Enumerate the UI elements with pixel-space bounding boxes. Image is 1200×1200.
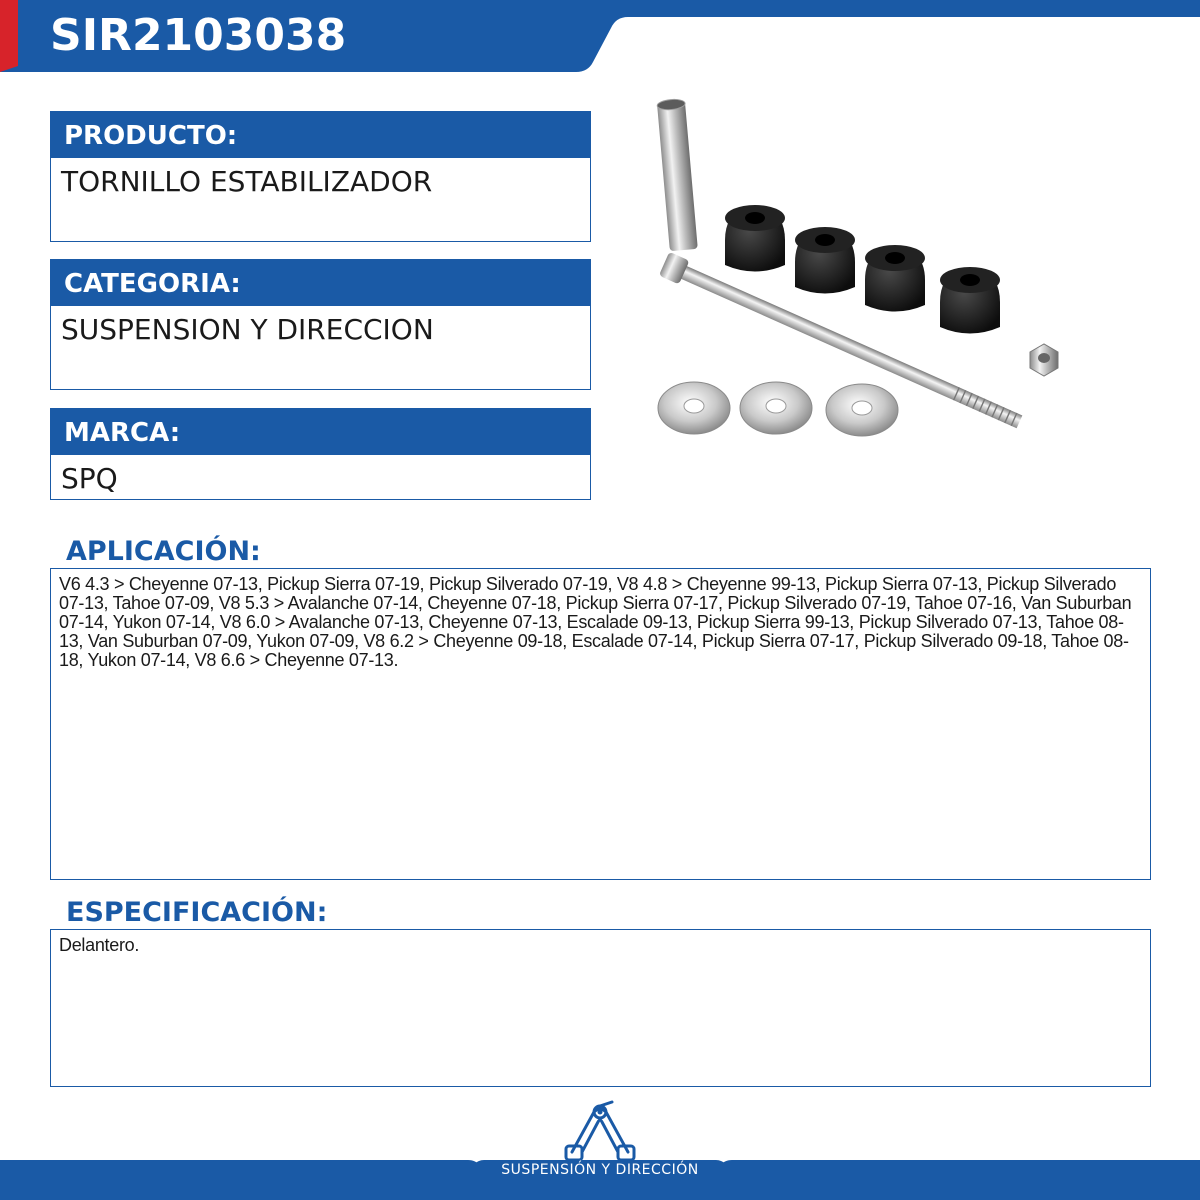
producto-value: TORNILLO ESTABILIZADOR	[61, 165, 433, 198]
producto-label: PRODUCTO:	[51, 112, 590, 158]
product-photo	[640, 90, 1060, 470]
producto-box	[50, 111, 591, 242]
categoria-value: SUSPENSION Y DIRECCION	[61, 313, 434, 346]
categoria-label: CATEGORIA:	[51, 260, 590, 306]
marca-value: SPQ	[61, 462, 118, 495]
product-sku-title: SIR2103038	[50, 10, 347, 61]
especificacion-box	[50, 929, 1151, 1087]
marca-label: MARCA:	[51, 409, 590, 455]
especificacion-title: ESPECIFICACIÓN:	[66, 897, 328, 928]
aplicacion-box	[50, 568, 1151, 880]
nut	[1030, 344, 1058, 376]
sleeve-tube	[657, 98, 698, 251]
bushing-4	[940, 267, 1000, 334]
marca-box	[50, 408, 591, 500]
washer-1	[658, 382, 730, 434]
washer-3	[826, 384, 898, 436]
bushing-2	[795, 227, 855, 294]
especificacion-text: Delantero.	[59, 935, 140, 955]
categoria-box	[50, 259, 591, 390]
footer-category-label: SUSPENSIÓN Y DIRECCIÓN	[501, 1162, 699, 1178]
aplicacion-title: APLICACIÓN:	[66, 536, 261, 567]
footer-banner	[0, 1100, 1200, 1200]
aplicacion-text: V6 4.3 > Cheyenne 07-13, Pickup Sierra 07-19, Pickup Silverado 07-19, V8 4.8 > Cheyenne 99-13, Pickup Sierra 07-13, Pickup Silverado 07-13, Tahoe 07-09, V8 5.3 > Avalanche 07-14, Cheyenne 07-18, Pickup Sierra 07-17, Pickup Silverado 07-19, Tahoe 07-16, Van Suburban 07-14, Yukon 07-14, V8 6.0 > Avalanche 07-13, Cheyenne 07-13, Escalade 09-13, Pickup Sierra 99-13, Pickup Silverado 07-13, Tahoe 08-13, Van Suburban 07-09, Yukon 07-09, V8 6.2 > Cheyenne 09-18, Escalade 07-14, Pickup Sierra 07-17, Pickup Silverado 09-18, Tahoe 08-18, Yukon 07-14, V8 6.6 > Cheyenne 07-13.	[59, 574, 1132, 670]
bushing-1	[725, 205, 785, 272]
bushing-3	[865, 245, 925, 312]
washer-2	[740, 382, 812, 434]
